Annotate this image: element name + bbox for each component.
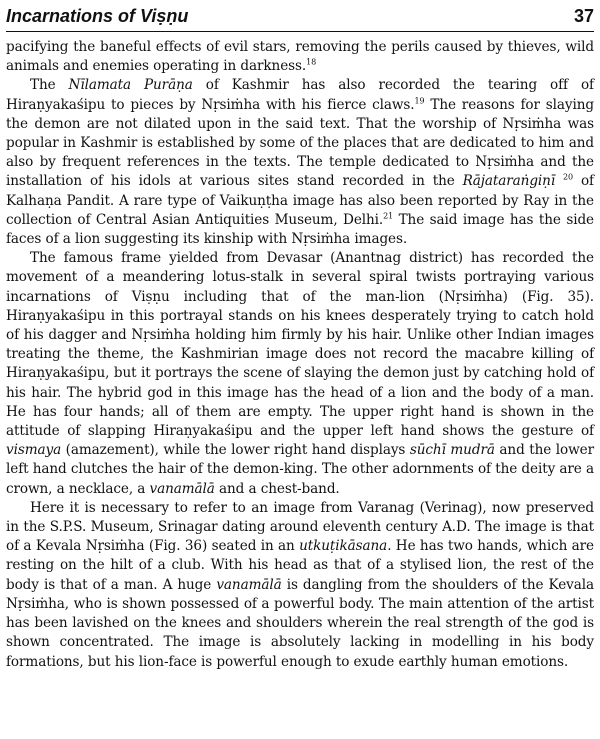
paragraph	[6, 499, 594, 672]
text-run: pacifying the baneful effects of evil stars, removing the perils caused by thieves, wild animals and enemies operating in darkness.	[6, 39, 594, 75]
italic-term: utkuṭikāsana	[299, 538, 388, 555]
page-body	[6, 38, 594, 672]
italic-term: vanamālā	[149, 480, 215, 497]
text-run: The	[30, 77, 69, 94]
footnote-ref: 19	[414, 96, 425, 106]
text-run: of Kalhaṇa Pandit. A rare type of Vaikuṇṭha image has also been reported by Ray in the collection of Central Asian Antiquities Museum, Delhi.	[6, 173, 594, 228]
paragraph	[6, 76, 594, 249]
text-run: and the lower left hand clutches the hair of the demon-king. The other adornments of the deity are a crown, a necklace, a	[6, 442, 594, 497]
italic-term: Nīlamata Purāṇa	[68, 77, 193, 94]
italic-term: sūchī mudrā	[409, 442, 495, 459]
paragraph	[6, 38, 594, 76]
text-run: and a chest-band.	[214, 480, 340, 497]
text-run: of Kashmir has also recorded the tearing off of Hiraṇyakaśipu to pieces by Nṛsiṁha with his fierce claws.	[6, 77, 594, 113]
footnote-ref: 18	[306, 57, 317, 67]
text-run: The reasons for slaying the demon are not dilated upon in the said text. That the worship of Nṛsiṁha was popular in Kashmir is established by some of the places that are dedicated to him and also by frequent references in the texts. The temple dedicated to Nṛsiṁha and the installation of his idols at various sites stand recorded in the	[6, 96, 594, 190]
text-run: The famous frame yielded from Devasar (Anantnag district) has recorded the movement of a meandering lotus-stalk in several spiral twists portraying various incarnations of Viṣṇu including that of the man-lion (Nṛsiṁha) (Fig. 35). Hiraṇyakaśipu in this portrayal stands on his knees desperately trying to catch hold of his dagger and Nṛsiṁha holding him firmly by his hair. Unlike other Indian images treating the theme, the Kashmirian image does not record the macabre killing of Hiraṇyakaśipu, but it portrays the scene of slaying the demon just by catching hold of his hair. The hybrid god in this image has the head of a lion and the body of a man. He has four hands; all of them are empty. The upper right hand is shown in the attitude of slapping Hiraṇyakaśipu and the upper left hand shows the gesture of	[6, 250, 594, 440]
header-rule	[6, 31, 594, 32]
text-run: . He has two hands, which are resting on the hilt of a club. With his head as that of a stylised lion, the rest of the body is that of a man. A huge	[6, 538, 595, 593]
italic-term: vanamālā	[216, 576, 282, 593]
text-run: is dangling from the shoulders of the Kevala Nṛsiṁha, who is shown possessed of a powerful body. The main attention of the artist has been lavished on the knees and shoulders wherein the real strength of the god is shown concentrated. The image is absolutely lacking in modelling in his body formations, but his lion-face is powerful enough to exude earthly human emotions.	[6, 576, 594, 670]
page-number: 37	[573, 6, 594, 26]
italic-term: vismaya	[6, 442, 62, 459]
text-run	[555, 173, 563, 189]
footnote-ref: 20	[563, 172, 574, 182]
italic-term: Rājataraṅgiṇī	[462, 173, 556, 190]
paragraph	[6, 249, 594, 499]
text-run: Here it is necessary to refer to an image from Varanag (Verinag), now preserved in the S.P.S. Museum, Srinagar dating around eleventh century A.D. The image is that of a Kevala Nṛsiṁha (Fig. 36) seated in an	[6, 499, 594, 555]
text-run: (amazement), while the lower right hand displays	[61, 442, 410, 459]
footnote-ref: 21	[383, 211, 394, 221]
text-run: The said image has the side faces of a lion suggesting its kinship with Nṛsiṁha images.	[6, 211, 594, 248]
page-header	[6, 3, 594, 27]
running-title: Incarnations of Viṣṇu	[6, 6, 189, 26]
